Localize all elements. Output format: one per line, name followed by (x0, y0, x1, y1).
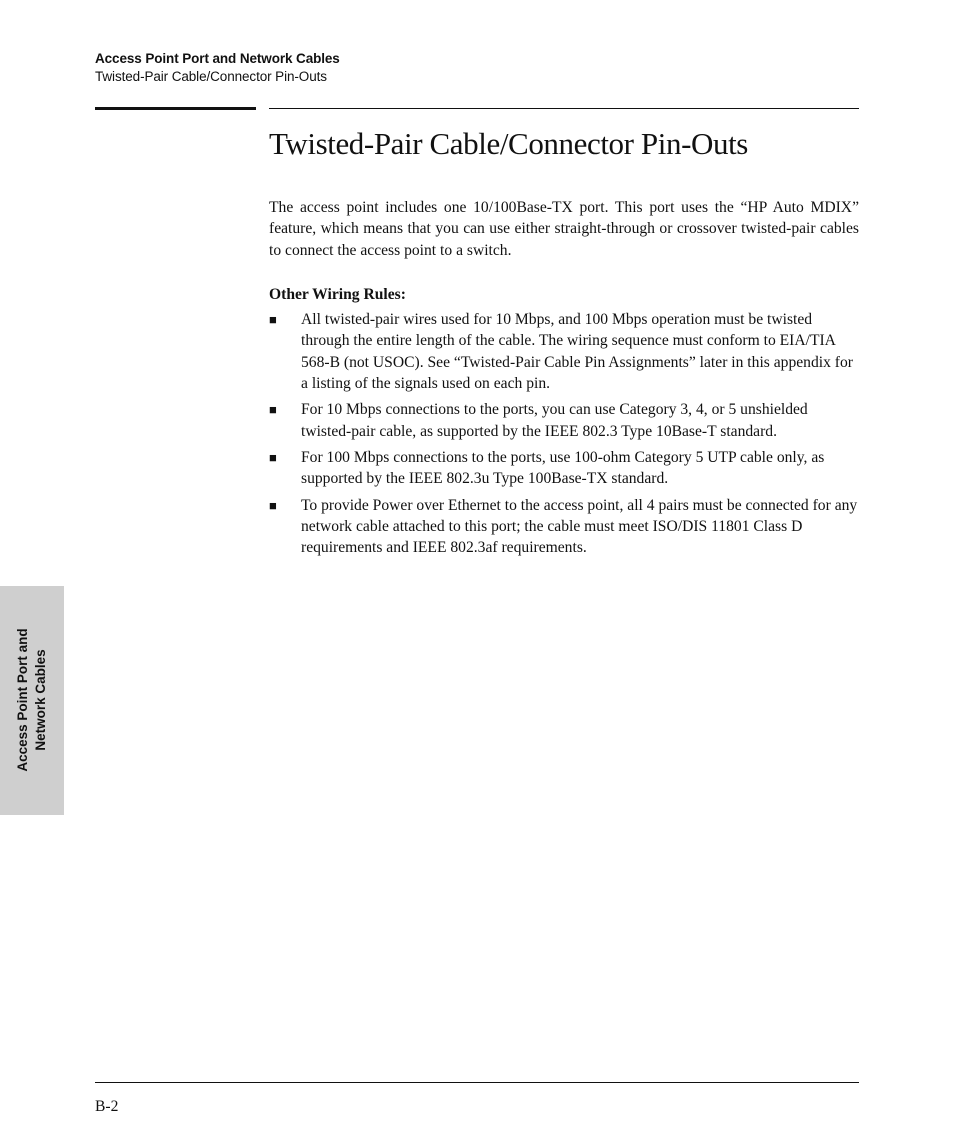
list-item (269, 447, 859, 490)
side-tab-line-2: Network Cables (33, 649, 48, 751)
square-bullet-icon: ■ (269, 402, 277, 418)
side-tab-line-1: Access Point Port and (15, 628, 30, 772)
footer-rule (95, 1082, 859, 1083)
wiring-rules-list (269, 309, 859, 558)
running-header-chapter: Access Point Port and Network Cables (95, 51, 340, 66)
running-header-section: Twisted-Pair Cable/Connector Pin-Outs (95, 69, 327, 84)
list-item (269, 495, 859, 559)
list-item (269, 309, 859, 394)
list-item-text: All twisted-pair wires used for 10 Mbps, and 100 Mbps operation must be twisted through the entire length of the cable. The wiring sequence must conform to EIA/TIA 568-B (not USOC). See “Twisted-Pair Cable Pin Assignments” later in this appendix for a listing of the signals used on each pin. (301, 311, 853, 393)
header-rule-thick (95, 107, 256, 110)
running-header (95, 50, 340, 86)
body-content (269, 197, 859, 563)
header-rule-thin (269, 108, 859, 109)
list-item-text: For 100 Mbps connections to the ports, use 100-ohm Category 5 UTP cable only, as supported by the IEEE 802.3u Type 100Base-TX standard. (301, 448, 825, 488)
side-tab-label (14, 586, 50, 815)
page-title: Twisted-Pair Cable/Connector Pin-Outs (269, 126, 748, 161)
intro-paragraph: The access point includes one 10/100Base-TX port. This port uses the “HP Auto MDIX” feature, which means that you can use either straight-through or crossover twisted-pair cables to connect the access point to a switch. (269, 199, 859, 259)
wiring-rules-subheading: Other Wiring Rules: (269, 285, 406, 303)
square-bullet-icon: ■ (269, 312, 277, 328)
square-bullet-icon: ■ (269, 497, 277, 513)
square-bullet-icon: ■ (269, 449, 277, 465)
chapter-side-tab (0, 586, 64, 815)
list-item (269, 399, 859, 442)
list-item-text: To provide Power over Ethernet to the access point, all 4 pairs must be connected for any network cable attached to this port; the cable must meet ISO/DIS 11801 Class D requirements and IEEE 802.3af requirements. (301, 496, 858, 557)
page-number: B-2 (95, 1098, 119, 1115)
list-item-text: For 10 Mbps connections to the ports, you can use Category 3, 4, or 5 unshielded twisted-pair cable, as supported by the IEEE 802.3 Type 10Base-T standard. (301, 401, 808, 440)
